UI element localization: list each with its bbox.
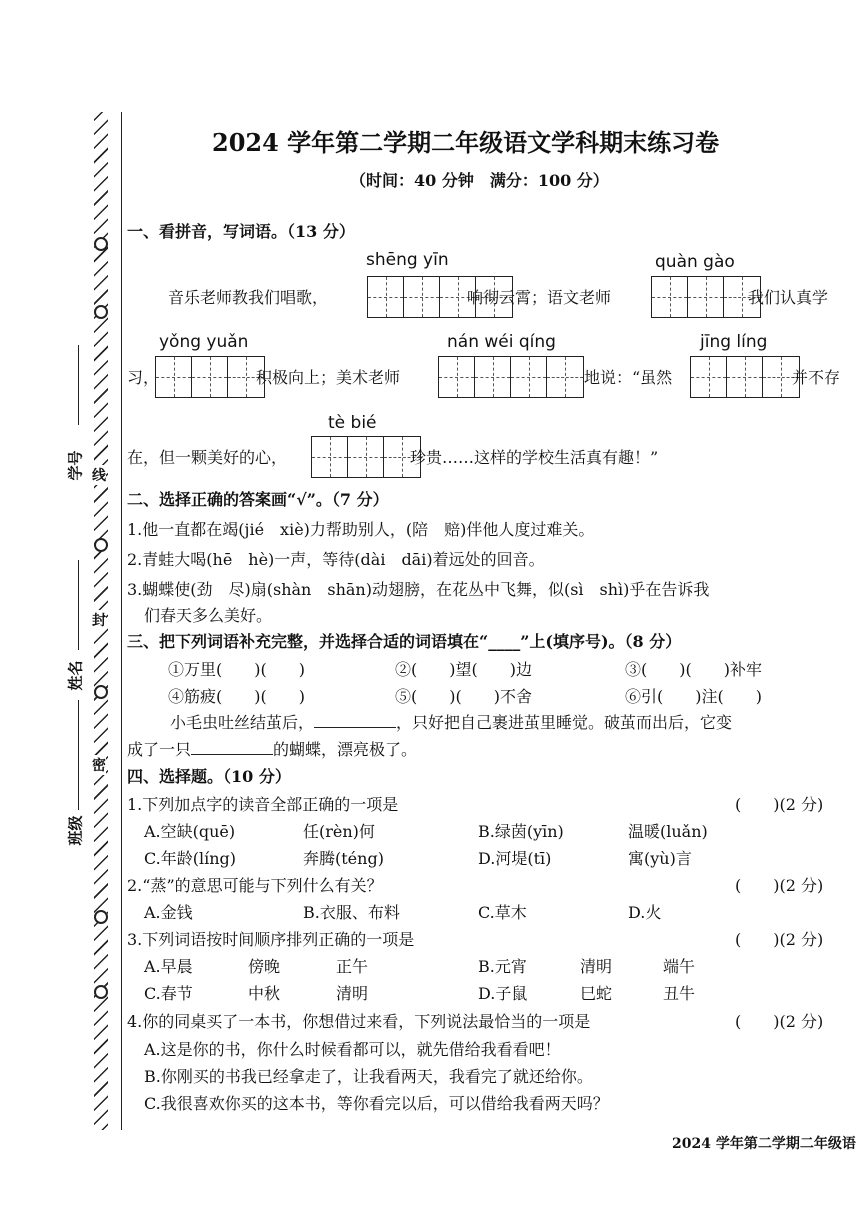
answer-score[interactable]: ( )(2 分) (735, 876, 824, 895)
writing-boxes[interactable] (438, 356, 584, 398)
page-title: 2024 学年第二学期二年级语文学科期末练习卷 (212, 128, 720, 157)
text: 响彻云霄；语文老师 (467, 288, 612, 307)
question: 1.他一直都在竭(jié xiè)力帮助别人，(陪 赔)伴他人度过难关。 (127, 520, 595, 539)
option: 端午 (663, 957, 696, 976)
text: 习， (127, 368, 160, 387)
section-4-heading: 四、选择题。（10 分） (127, 767, 291, 786)
option: 丑牛 (663, 984, 696, 1003)
option: 清明 (580, 957, 613, 976)
question-stem: 2.“蒸”的意思可能与下列什么有关？ (127, 876, 383, 895)
text: 我们认真学 (748, 288, 829, 307)
section-2-heading: 二、选择正确的答案画“√”。（7 分） (127, 490, 389, 509)
option: A.这是你的书，你什么时候看都可以，就先借给我看看吧！ (144, 1040, 561, 1059)
option: 寓(yù)言 (628, 849, 692, 868)
passage: 小毛虫吐丝结茧后， ，只好把自己裹进茧里睡觉。破茧而出后，它变 (170, 713, 733, 732)
option: B.元宵 (478, 957, 527, 976)
page-footer: 2024 学年第二学期二年级语 (672, 1136, 856, 1152)
pinyin: nán wéi qíng (447, 332, 556, 352)
answer-blank[interactable] (191, 754, 273, 755)
text: 并不存 (792, 368, 841, 387)
answer-score[interactable]: ( )(2 分) (735, 795, 824, 814)
option: 中秋 (248, 984, 281, 1003)
seal-char: 线 (92, 465, 106, 485)
section-3-heading: 三、把下列词语补充完整，并选择合适的词语填在“____”上(填序号)。（8 分） (127, 632, 682, 651)
option: 正午 (336, 957, 369, 976)
option: A.早晨 (144, 957, 193, 976)
text: 在，但一颗美好的心， (127, 448, 288, 467)
binding-ring (94, 685, 108, 699)
binding-ring (94, 237, 108, 251)
option: C.春节 (144, 984, 193, 1003)
option: B.绿茵(yīn) (478, 822, 564, 841)
answer-blank[interactable] (314, 727, 396, 728)
pinyin: shēng yīn (366, 250, 449, 270)
question: 3.蝴蝶使(劲 尽)扇(shàn shān)动翅膀，在花丛中飞舞，似(sì shì)乎在告诉我 (127, 580, 710, 599)
word-item: ④筋疲( )( ) (168, 687, 305, 706)
passage: 成了一只 的蝴蝶，漂亮极了。 (127, 740, 418, 759)
text: 音乐老师教我们唱歌， (168, 288, 329, 307)
option: B.衣服、布料 (303, 903, 400, 922)
label-class: 班级 (66, 815, 85, 846)
answer-score[interactable]: ( )(2 分) (735, 930, 824, 949)
option: D.子鼠 (478, 984, 528, 1003)
word-item: ⑤( )( )不舍 (395, 687, 532, 706)
question-stem: 3.下列词语按时间顺序排列正确的一项是 (127, 930, 415, 949)
binding-ring (94, 305, 108, 319)
question-stem: 4.你的同桌买了一本书，你想借过来看，下列说法最恰当的一项是 (127, 1012, 591, 1031)
word-item: ②( )望( )边 (395, 660, 532, 679)
writing-boxes[interactable] (690, 356, 800, 398)
writing-boxes[interactable] (155, 356, 265, 398)
label-number: 学号 (66, 450, 85, 481)
word-item: ⑥引( )注( ) (625, 687, 762, 706)
option: C.我很喜欢你买的这本书，等你看完以后，可以借给我看两天吗？ (144, 1094, 609, 1113)
seal-char: 密 (92, 755, 106, 775)
label-name: 姓名 (66, 660, 85, 691)
pinyin: yǒng yuǎn (159, 332, 249, 352)
writing-boxes[interactable] (311, 436, 421, 478)
question-stem: 1.下列加点字的读音全部正确的一项是 (127, 795, 399, 814)
writing-boxes[interactable] (651, 276, 761, 318)
pinyin: quàn gào (655, 252, 735, 272)
fill-line-class (78, 700, 80, 810)
fill-line-name (78, 560, 80, 650)
binding-ring (94, 538, 108, 552)
word-item: ③( )( )补牢 (625, 660, 762, 679)
text: 积极向上；美术老师 (256, 368, 401, 387)
fold-line (121, 112, 123, 1130)
option: A.空缺(quē) (144, 822, 236, 841)
text: 地说：“虽然 (584, 368, 673, 387)
answer-score[interactable]: ( )(2 分) (735, 1012, 824, 1031)
question-cont: 们春天多么美好。 (144, 606, 273, 625)
pinyin: jīng líng (700, 332, 768, 352)
question: 2.青蛙大喝(hē hè)一声，等待(dài dāi)着远处的回音。 (127, 550, 545, 569)
option: 巳蛇 (580, 984, 613, 1003)
page-subtitle: （时间：40 分钟 满分：100 分） (350, 171, 609, 190)
option: 傍晚 (248, 957, 281, 976)
option: 温暖(luǎn) (628, 822, 708, 841)
option: A.金钱 (144, 903, 193, 922)
text: 珍贵……这样的学校生活真有趣！” (410, 448, 659, 467)
option: 任(rèn)何 (303, 822, 375, 841)
fill-line-number (78, 345, 80, 425)
option: D.火 (628, 903, 662, 922)
section-1-heading: 一、看拼音，写词语。（13 分） (127, 222, 355, 241)
binding-ring (94, 910, 108, 924)
binding-ring (94, 985, 108, 999)
option: C.草木 (478, 903, 527, 922)
option: B.你刚买的书我已经拿走了，让我看两天，我看完了就还给你。 (144, 1067, 593, 1086)
option: 奔腾(téng) (303, 849, 384, 868)
seal-char: 封 (92, 610, 106, 630)
option: 清明 (336, 984, 369, 1003)
option: D.河堤(tī) (478, 849, 552, 868)
word-item: ①万里( )( ) (168, 660, 305, 679)
pinyin: tè bié (328, 413, 377, 433)
option: C.年龄(líng) (144, 849, 237, 868)
